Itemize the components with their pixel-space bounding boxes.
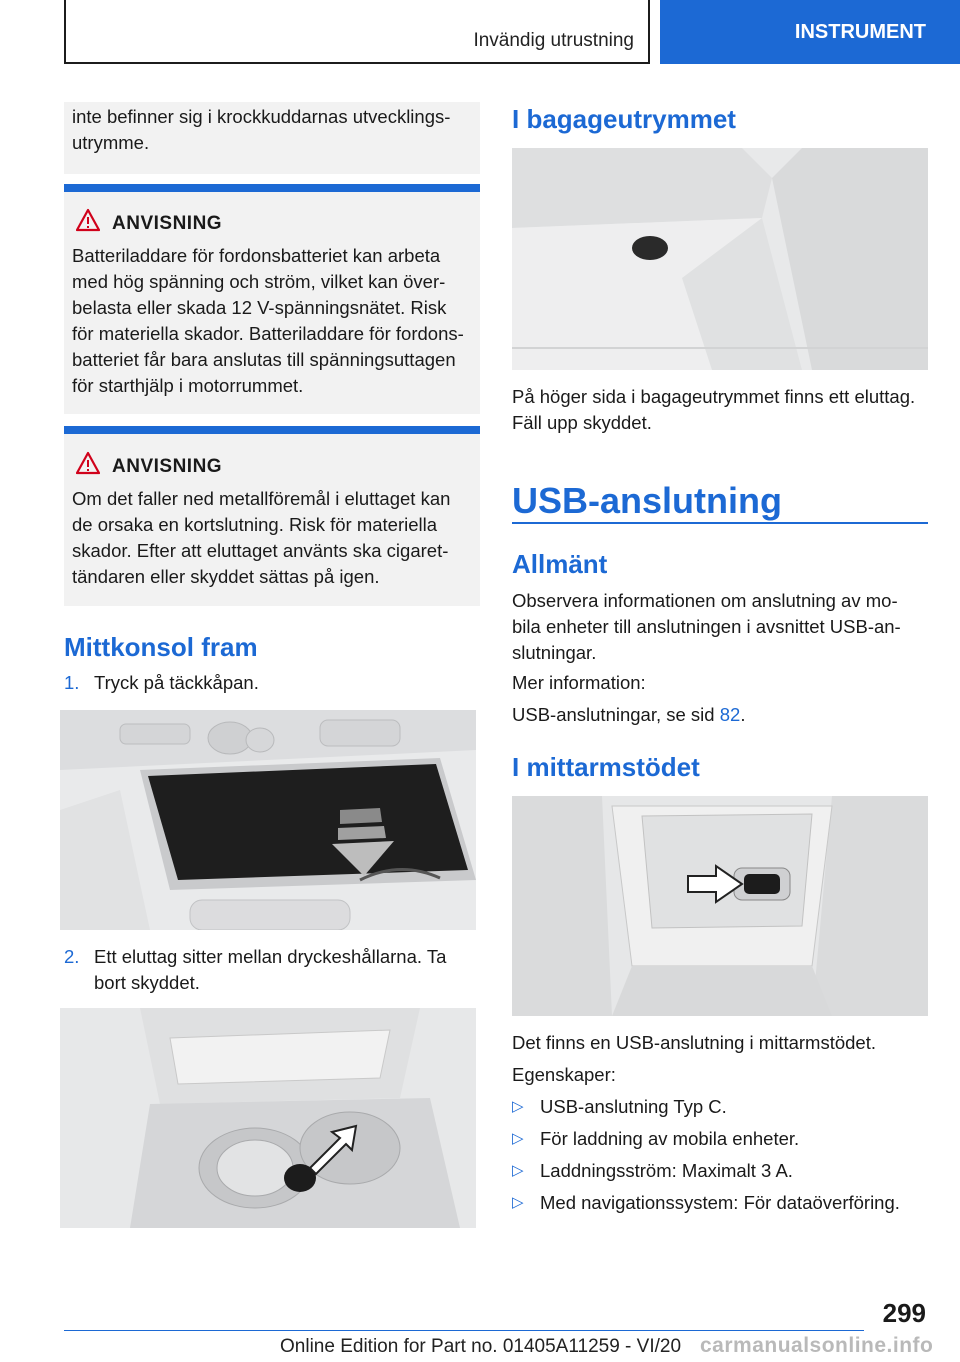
warning-1-bar — [64, 184, 480, 192]
edition-info: Online Edition for Part no. 01405A11259 - VI/20 — [280, 1336, 682, 1357]
heading-mittkonsol: Mittkonsol fram — [64, 632, 258, 662]
allmant-line: Observera informationen om anslutning av mo- — [512, 590, 898, 611]
allmant-text — [512, 588, 932, 666]
allmant-line: bila enheter till anslutningen i avsnittet USB-an- — [512, 616, 901, 637]
intro-line-2: utrymme. — [72, 132, 150, 153]
chapter-tab[interactable] — [660, 0, 960, 64]
intro-box-text — [72, 104, 480, 156]
warning-1-line: Batteriladdare för fordonsbatteriet kan arbeta — [72, 245, 441, 266]
intro-line-1: inte befinner sig i krockkuddarnas utvecklings- — [72, 106, 451, 127]
mittarm-text: Det finns en USB-anslutning i mittarmstödet. — [512, 1032, 876, 1053]
usb-reference-text: USB-anslutningar, se sid — [512, 704, 715, 725]
heading-bagage: I bagageutrymmet — [512, 104, 736, 134]
step-2-line: Ett eluttag sitter mellan dryckeshållarna. Ta — [94, 946, 447, 967]
warning-2-title: ANVISNING — [112, 456, 223, 477]
list-item — [512, 1190, 932, 1222]
bullet-triangle-icon: ▷ — [512, 1130, 524, 1147]
footer-rule — [64, 1330, 864, 1331]
warning-1-line: med hög spänning och ström, vilket kan över- — [72, 271, 446, 292]
warning-triangle-icon — [76, 208, 100, 232]
list-item-text: För laddning av mobila enheter. — [540, 1128, 800, 1149]
warning-2-line: skador. Efter att eluttaget använts ska cigaret- — [72, 540, 449, 561]
list-item — [512, 1094, 932, 1126]
list-item-text: USB-anslutning Typ C. — [540, 1096, 727, 1117]
usb-reference — [512, 702, 745, 728]
page-number: 299 — [882, 1298, 926, 1328]
warning-2-bar — [64, 426, 480, 434]
list-item — [512, 1126, 932, 1158]
step-1-text: Tryck på täckkåpan. — [94, 672, 259, 693]
center-console-cover-image — [60, 710, 476, 930]
section-title: Invändig utrustning — [473, 30, 634, 51]
armrest-usb-image — [512, 796, 928, 1016]
list-item-text: Med navigationssystem: För dataöverföring. — [540, 1192, 900, 1213]
trunk-socket-image — [512, 148, 928, 370]
bagage-line: På höger sida i bagageutrymmet finns ett eluttag. — [512, 386, 916, 407]
page-82-link[interactable]: 82 — [719, 704, 741, 725]
cupholder-socket-image — [60, 1008, 476, 1228]
bagage-line: Fäll upp skyddet. — [512, 412, 652, 433]
allmant-line: slutningar. — [512, 642, 597, 663]
warning-1-title: ANVISNING — [112, 213, 223, 234]
warning-2-line: Om det faller ned metallföremål i eluttaget kan — [72, 488, 451, 509]
warning-triangle-icon — [76, 451, 100, 475]
list-item-text: Laddningsström: Maximalt 3 A. — [540, 1160, 793, 1181]
features-list — [512, 1094, 932, 1222]
heading-usb: USB-anslutning — [512, 480, 782, 521]
list-item — [512, 1158, 932, 1190]
step-1-number: 1. — [64, 672, 80, 693]
warning-1-line: belasta eller skada 12 V-spänningsnätet. Risk — [72, 297, 447, 318]
warning-1-line: batteriet får bara anslutas till spänningsuttagen — [72, 349, 456, 370]
step-2-line: bort skyddet. — [94, 972, 200, 993]
bullet-triangle-icon: ▷ — [512, 1194, 524, 1211]
step-2-text — [94, 944, 480, 996]
heading-mittarm: I mittarmstödet — [512, 752, 700, 782]
usb-reference-period: . — [740, 704, 746, 725]
mer-information: Mer information: — [512, 672, 646, 693]
usb-heading-rule — [512, 522, 928, 524]
warning-1-body — [72, 243, 480, 399]
heading-allmant: Allmänt — [512, 549, 608, 579]
warning-2-body — [72, 486, 480, 590]
bullet-triangle-icon: ▷ — [512, 1162, 524, 1179]
warning-1-line: för starthjälp i motorrummet. — [72, 375, 304, 396]
bullet-triangle-icon: ▷ — [512, 1098, 524, 1115]
watermark: carmanualsonline.info — [700, 1334, 934, 1357]
chapter-tab-label: INSTRUMENT — [794, 20, 926, 43]
bagage-text — [512, 384, 932, 436]
egenskaper-label: Egenskaper: — [512, 1064, 616, 1085]
step-2-number: 2. — [64, 946, 80, 967]
warning-2-line: de orsaka en kortslutning. Risk för materiella — [72, 514, 438, 535]
warning-2-line: tändaren eller skyddet sättas på igen. — [72, 566, 380, 587]
warning-1-line: för materiella skador. Batteriladdare för fordons- — [72, 323, 464, 344]
